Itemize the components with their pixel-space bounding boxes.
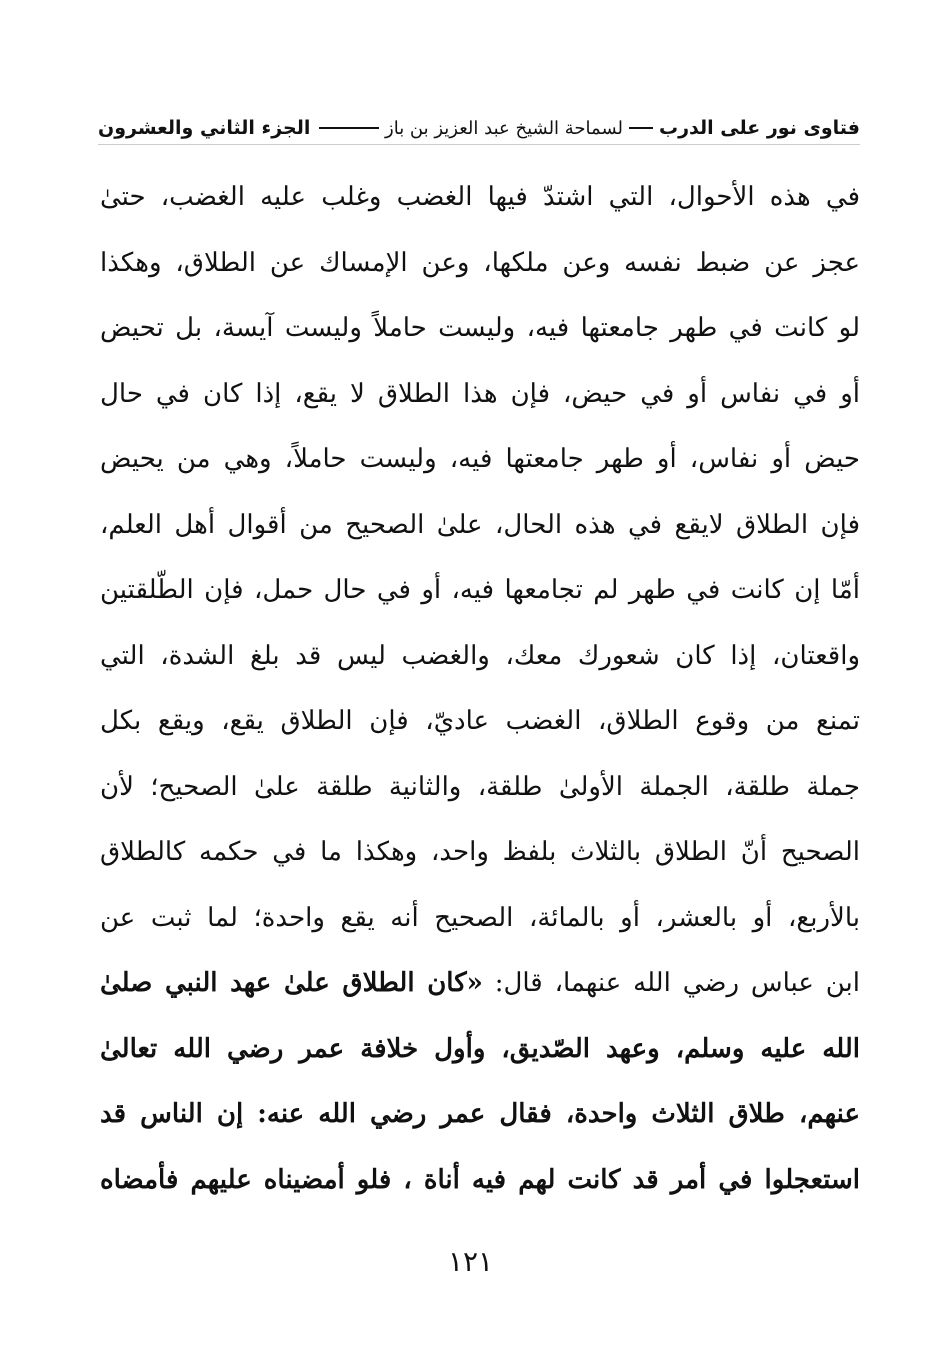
text-line bbox=[100, 493, 860, 559]
line-text: حيض أو نفاس، أو طهر جامعتها فيه، وليست حاملاً، وهي من يحيض bbox=[100, 444, 860, 474]
line-text: لو كانت في طهر جامعتها فيه، وليست حاملاً وليست آيسة، بل تحيض bbox=[100, 313, 860, 343]
line-text: بالأربع، أو بالعشر، أو بالمائة، الصحيح أنه يقع واحدة؛ لما ثبت عن bbox=[100, 902, 860, 933]
text-line bbox=[100, 1082, 860, 1148]
text-line bbox=[100, 231, 860, 297]
body-text bbox=[100, 165, 860, 1213]
line-text: ابن عباس رضي الله عنهما، قال: bbox=[482, 968, 860, 998]
header-part: الجزء الثاني والعشرون bbox=[98, 117, 311, 139]
text-line bbox=[100, 624, 860, 690]
text-line bbox=[100, 820, 860, 886]
text-line bbox=[100, 951, 860, 1017]
line-text: تمنع من وقوع الطلاق، الغضب عاديّ، فإن الطلاق يقع، ويقع بكل bbox=[100, 706, 860, 736]
text-line bbox=[100, 1148, 860, 1214]
line-bold-text: عنهم، طلاق الثلاث واحدة، فقال عمر رضي الله عنه: إن الناس قد bbox=[100, 1099, 860, 1129]
line-bold-text: «كان الطلاق علىٰ عهد النبي صلىٰ bbox=[100, 968, 483, 998]
line-bold-text: استعجلوا في أمر قد كانت لهم فيه أناة ، فلو أمضيناه عليهم فأمضاه bbox=[100, 1164, 860, 1195]
line-text: الصحيح أنّ الطلاق بالثلاث بلفظ واحد، وهكذا ما في حكمه كالطلاق bbox=[100, 837, 860, 867]
text-line bbox=[100, 558, 860, 624]
text-line bbox=[100, 165, 860, 231]
text-line bbox=[100, 755, 860, 821]
header-separator bbox=[629, 127, 653, 129]
text-line bbox=[100, 296, 860, 362]
page-number: ١٢١ bbox=[447, 1245, 494, 1278]
text-line bbox=[100, 427, 860, 493]
text-line bbox=[100, 886, 860, 952]
header-author: لسماحة الشيخ عبد العزيز بن باز bbox=[385, 117, 623, 139]
line-text: في هذه الأحوال، التي اشتدّ فيها الغضب وغلب عليه الغضب، حتىٰ bbox=[100, 182, 860, 212]
header-book-title: فتاوى نور على الدرب bbox=[659, 117, 860, 139]
header-title-group bbox=[313, 117, 860, 139]
line-text: واقعتان، إذا كان شعورك معك، والغضب ليس قد بلغ الشدة، التي bbox=[100, 640, 860, 671]
running-header bbox=[98, 112, 860, 145]
line-text: أمّا إن كانت في طهر لم تجامعها فيه، أو في حال حمل، فإن الطّلقتين bbox=[100, 575, 860, 605]
line-text: عجز عن ضبط نفسه وعن ملكها، وعن الإمساك عن الطلاق، وهكذا bbox=[100, 247, 860, 278]
line-text: أو في نفاس أو في حيض، فإن هذا الطلاق لا يقع، إذا كان في حال bbox=[100, 378, 860, 409]
line-text: جملة طلقة، الجملة الأولىٰ طلقة، والثانية طلقة علىٰ الصحيح؛ لأن bbox=[100, 771, 860, 802]
line-bold-text: الله عليه وسلم، وعهد الصّديق، وأول خلافة عمر رضي الله تعالىٰ bbox=[100, 1033, 860, 1064]
text-line bbox=[100, 689, 860, 755]
text-line bbox=[100, 362, 860, 428]
line-text: فإن الطلاق لايقع في هذه الحال، علىٰ الصحيح من أقوال أهل العلم، bbox=[100, 509, 860, 540]
text-line bbox=[100, 1017, 860, 1083]
header-separator bbox=[319, 127, 379, 129]
